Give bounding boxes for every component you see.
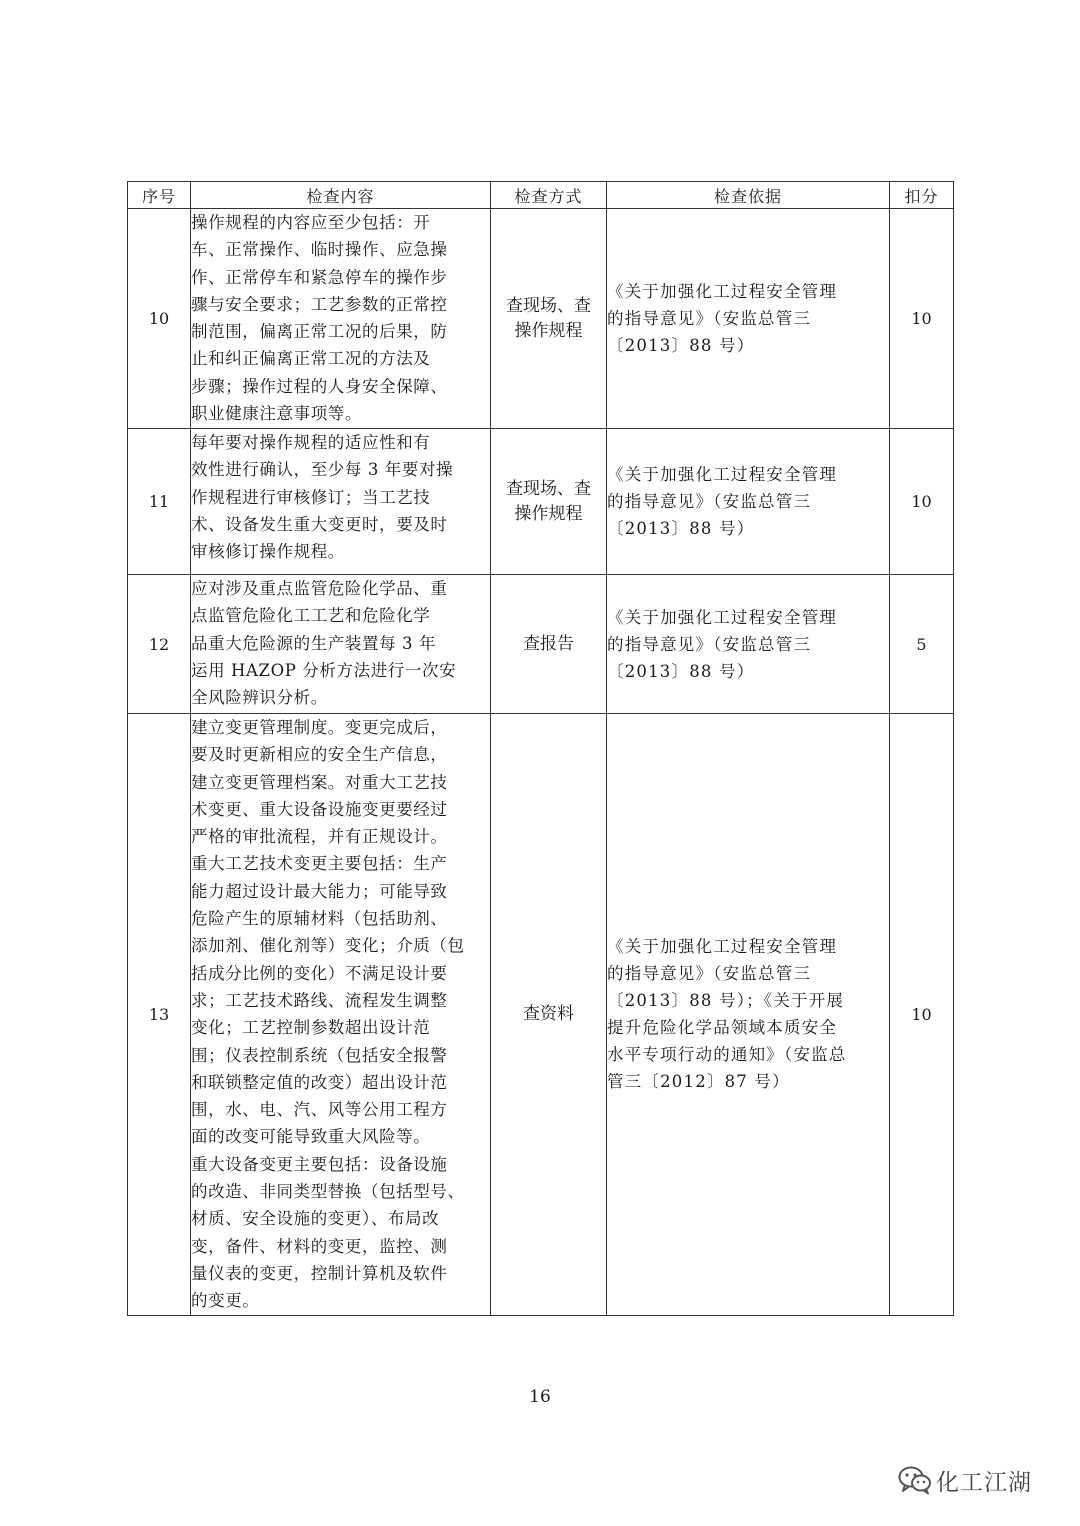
row-basis: 《关于加强化工过程安全管理 的指导意见》（安监总管三 〔2013〕88 号） bbox=[607, 575, 890, 714]
row-serial: 11 bbox=[128, 429, 191, 575]
row-method: 查报告 bbox=[491, 575, 607, 714]
row-method: 查现场、查 操作规程 bbox=[491, 429, 607, 575]
inspection-table bbox=[127, 181, 954, 1316]
header-serial: 序号 bbox=[128, 182, 191, 209]
watermark bbox=[898, 1460, 1058, 1500]
row-deduction: 10 bbox=[890, 714, 954, 1316]
row-serial: 10 bbox=[128, 209, 191, 429]
watermark-text: 化工江湖 bbox=[936, 1469, 1032, 1496]
row-content: 建立变更管理制度。变更完成后， 要及时更新相应的安全生产信息， 建立变更管理档案。对重大工艺技 术变更、重大设备设施变更要经过 严格的审批流程，并有正规设计。 重大工艺技术变更主要包括：生产 能力超过设计最大能力；可能导致 危险产生的原辅材料（包括助剂、 添加剂、催化剂等）变化；介质（包 括成分比例的变化）不满足设计要 求；工艺技术路线、流程发生调整 变化；工艺控制参数超出设计范 围；仪表控制系统（包括安全报警 和联锁整定值的改变）超出设计范 围，水、电、汽、风等公用工程方 面的改变可能导致重大风险等。 重大设备变更主要包括：设备设施 的改造、非同类型替换（包括型号、 材质、安全设施的变更）、布局改 变，备件、材料的变更，监控、测 量仪表的变更，控制计算机及软件 的变更。 bbox=[191, 714, 491, 1316]
table-row bbox=[128, 429, 954, 575]
header-method: 检查方式 bbox=[491, 182, 607, 209]
row-basis: 《关于加强化工过程安全管理 的指导意见》（安监总管三 〔2013〕88 号）；《关于开展 提升危险化学品领域本质安全 水平专项行动的通知》（安监总 管三〔2012〕87 号） bbox=[607, 714, 890, 1316]
row-deduction: 10 bbox=[890, 429, 954, 575]
row-serial: 12 bbox=[128, 575, 191, 714]
page-number: 16 bbox=[529, 1387, 551, 1407]
table-row bbox=[128, 714, 954, 1316]
row-deduction: 5 bbox=[890, 575, 954, 714]
wechat-icon bbox=[898, 1465, 932, 1495]
row-basis: 《关于加强化工过程安全管理 的指导意见》（安监总管三 〔2013〕88 号） bbox=[607, 209, 890, 429]
table-row bbox=[128, 209, 954, 429]
header-deduction: 扣分 bbox=[890, 182, 954, 209]
row-basis: 《关于加强化工过程安全管理 的指导意见》（安监总管三 〔2013〕88 号） bbox=[607, 429, 890, 575]
row-serial: 13 bbox=[128, 714, 191, 1316]
row-content: 操作规程的内容应至少包括：开 车、正常操作、临时操作、应急操 作、正常停车和紧急停车的操作步 骤与安全要求；工艺参数的正常控 制范围，偏离正常工况的后果，防 止和纠正偏离正常工况的方法及 步骤；操作过程的人身安全保障、 职业健康注意事项等。 bbox=[191, 209, 491, 429]
header-basis: 检查依据 bbox=[607, 182, 890, 209]
row-deduction: 10 bbox=[890, 209, 954, 429]
header-content: 检查内容 bbox=[191, 182, 491, 209]
row-content: 应对涉及重点监管危险化学品、重 点监管危险化工工艺和危险化学 品重大危险源的生产装置每 3 年 运用 HAZOP 分析方法进行一次安 全风险辨识分析。 bbox=[191, 575, 491, 714]
table-header-row bbox=[128, 182, 954, 209]
row-method: 查资料 bbox=[491, 714, 607, 1316]
row-method: 查现场、查 操作规程 bbox=[491, 209, 607, 429]
row-content: 每年要对操作规程的适应性和有 效性进行确认，至少每 3 年要对操 作规程进行审核修订；当工艺技 术、设备发生重大变更时，要及时 审核修订操作规程。 bbox=[191, 429, 491, 575]
table-row bbox=[128, 575, 954, 714]
